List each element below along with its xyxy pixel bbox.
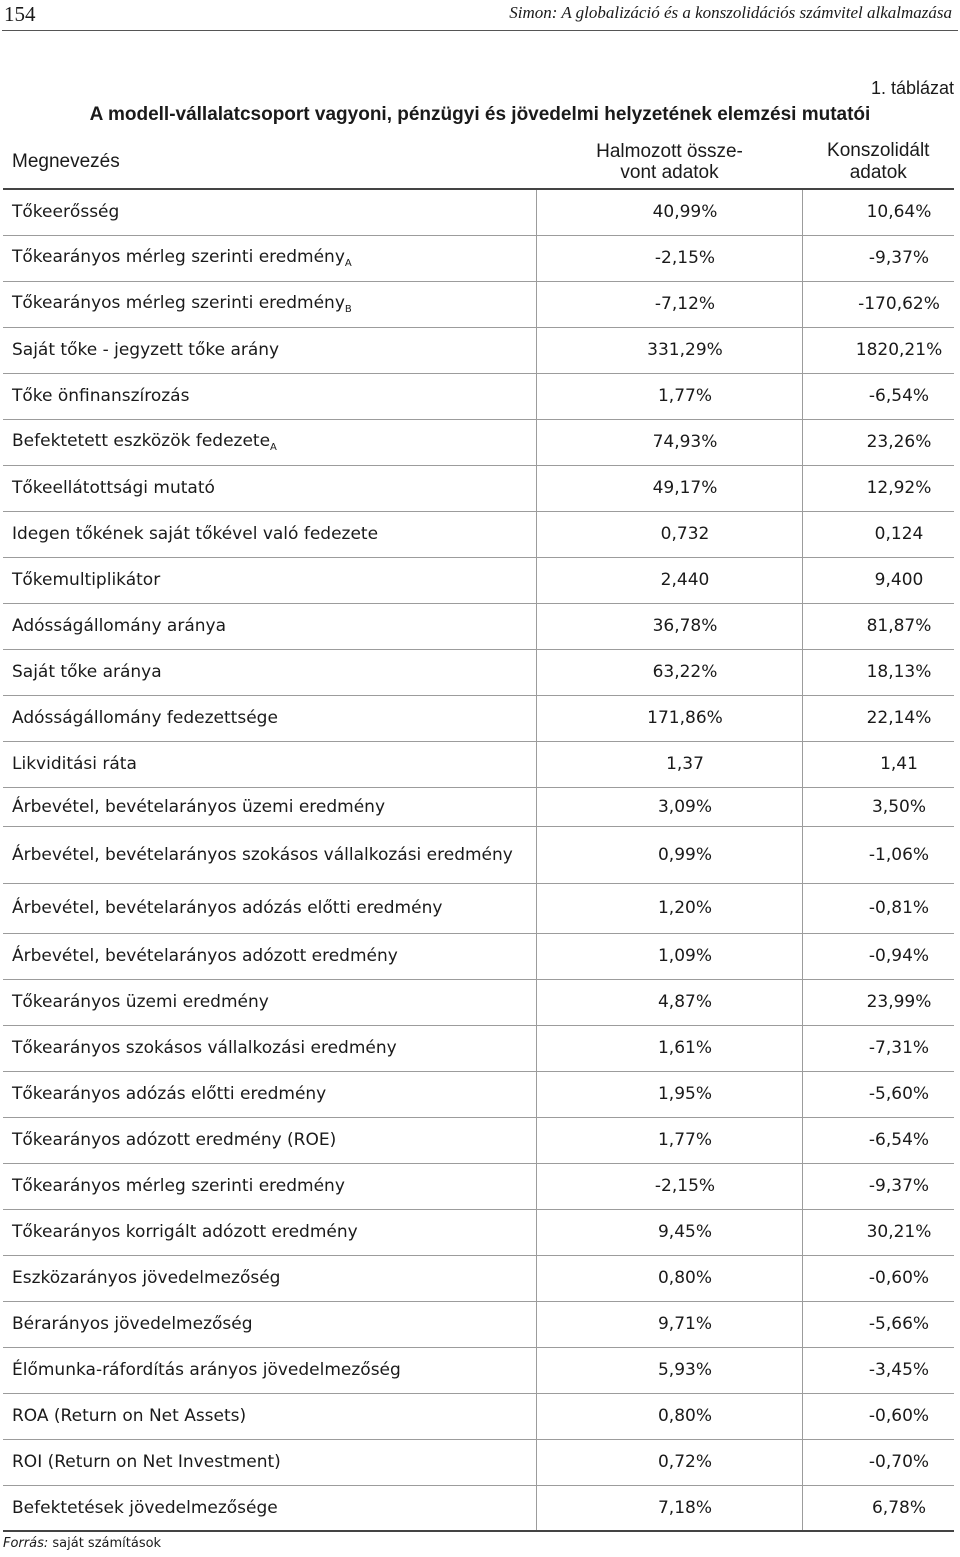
indicators-table [3, 135, 954, 1532]
indicator-name: Idegen tőkének saját tőkével való fedezete [12, 524, 379, 544]
aggregated-value: 74,93% [537, 419, 803, 465]
indicator-name: Árbevétel, bevételarányos adózott eredmény [12, 946, 398, 966]
table-row [3, 603, 954, 649]
table-header-row [3, 135, 954, 189]
table-row [3, 1301, 954, 1347]
consolidated-value: 10,64% [803, 189, 955, 235]
indicator-name-cell [3, 511, 537, 557]
indicator-name-cell [3, 1439, 537, 1485]
indicator-name-cell [3, 787, 537, 826]
aggregated-value: 0,99% [537, 826, 803, 883]
indicator-name: Tőkearányos mérleg szerinti eredmény [12, 1176, 345, 1196]
consolidated-value: 23,26% [803, 419, 955, 465]
aggregated-value: 171,86% [537, 695, 803, 741]
indicator-name: Bérarányos jövedelmezőség [12, 1314, 253, 1334]
aggregated-value: 7,18% [537, 1485, 803, 1531]
indicator-name: Tőkearányos üzemi eredmény [12, 992, 269, 1012]
table-row [3, 1071, 954, 1117]
source-label: Forrás: [3, 1536, 49, 1551]
aggregated-value: 0,72% [537, 1439, 803, 1485]
table-row [3, 1117, 954, 1163]
source-note [3, 1536, 161, 1551]
table-row [3, 327, 954, 373]
indicator-name-cell [3, 979, 537, 1025]
indicator-name-cell [3, 1163, 537, 1209]
aggregated-value: 2,440 [537, 557, 803, 603]
indicator-name-cell [3, 373, 537, 419]
indicator-name: Adósságállomány fedezettsége [12, 708, 278, 728]
indicator-name: Árbevétel, bevételarányos üzemi eredmény [12, 796, 386, 817]
indicator-name-cell [3, 933, 537, 979]
table-row [3, 557, 954, 603]
consolidated-value: -5,60% [803, 1071, 955, 1117]
table-row [3, 189, 954, 235]
indicator-name: Tőke önfinanszírozás [12, 386, 190, 406]
consolidated-value: 3,50% [803, 787, 955, 826]
source-text: saját számítások [48, 1536, 162, 1551]
consolidated-value: -0,60% [803, 1393, 955, 1439]
indicator-name-cell [3, 1393, 537, 1439]
indicator-name-cell [3, 1117, 537, 1163]
indicator-name: Tőkearányos mérleg szerinti eredmény [12, 247, 345, 267]
indicator-name-cell [3, 1071, 537, 1117]
indicator-name: Élőmunka-ráfordítás arányos jövedelmezőség [12, 1360, 401, 1380]
indicator-name-cell [3, 465, 537, 511]
aggregated-value: 1,77% [537, 373, 803, 419]
consolidated-value: -0,60% [803, 1255, 955, 1301]
table-row [3, 787, 954, 826]
consolidated-value: 30,21% [803, 1209, 955, 1255]
indicator-name-cell [3, 1025, 537, 1071]
consolidated-value: 6,78% [803, 1485, 955, 1531]
indicator-name-cell [3, 883, 537, 933]
consolidated-value: -0,81% [803, 883, 955, 933]
aggregated-value: 36,78% [537, 603, 803, 649]
consolidated-value: 0,124 [803, 511, 955, 557]
indicator-name-cell [3, 1301, 537, 1347]
aggregated-value: -2,15% [537, 235, 803, 281]
header-divider [2, 30, 958, 31]
indicator-name-cell [3, 189, 537, 235]
aggregated-value: -7,12% [537, 281, 803, 327]
aggregated-value: 331,29% [537, 327, 803, 373]
table-row [3, 465, 954, 511]
column-header-aggregated-line2: vont adatok [620, 161, 719, 183]
consolidated-value: 23,99% [803, 979, 955, 1025]
indicator-name: ROA (Return on Net Assets) [12, 1406, 247, 1426]
indicator-name: Tőkemultiplikátor [12, 570, 161, 590]
running-title: Simon: A globalizáció és a konszolidációs számvitel alkalmazása [509, 3, 952, 22]
aggregated-value: 0,80% [537, 1255, 803, 1301]
indicator-name: Eszközarányos jövedelmezőség [12, 1268, 281, 1288]
table-row [3, 419, 954, 465]
table-row [3, 826, 954, 883]
table-row [3, 1025, 954, 1071]
indicator-name: Adósságállomány aránya [12, 616, 227, 636]
consolidated-value: -6,54% [803, 1117, 955, 1163]
consolidated-value: 1820,21% [803, 327, 955, 373]
indicator-name: Saját tőke aránya [12, 662, 162, 682]
indicator-name: Befektetett eszközök fedezete [12, 431, 271, 451]
indicator-name: Tőkearányos korrigált adózott eredmény [12, 1222, 358, 1242]
table-row [3, 1255, 954, 1301]
aggregated-value: 9,71% [537, 1301, 803, 1347]
table-row [3, 933, 954, 979]
aggregated-value: -2,15% [537, 1163, 803, 1209]
indicator-name: Árbevétel, bevételarányos adózás előtti eredmény [12, 898, 443, 918]
consolidated-value: -1,06% [803, 826, 955, 883]
table-row [3, 649, 954, 695]
table-row [3, 373, 954, 419]
column-header-consolidated: Konszolidált adatok [803, 135, 955, 189]
aggregated-value: 9,45% [537, 1209, 803, 1255]
indicator-name: Tőkearányos adózás előtti eredmény [12, 1084, 327, 1104]
table-title: A modell-vállalatcsoport vagyoni, pénzügyi és jövedelmi helyzetének elemzési mutatói [89, 104, 871, 125]
aggregated-value: 4,87% [537, 979, 803, 1025]
indicator-name: Likviditási ráta [12, 754, 137, 774]
aggregated-value: 3,09% [537, 787, 803, 826]
indicator-name: Befektetések jövedelmezősége [12, 1497, 278, 1518]
indicator-name: ROI (Return on Net Investment) [12, 1452, 281, 1472]
aggregated-value: 40,99% [537, 189, 803, 235]
table-row [3, 1347, 954, 1393]
indicator-name-cell [3, 419, 537, 465]
indicator-name-cell [3, 1485, 537, 1531]
table-row [3, 883, 954, 933]
aggregated-value: 0,80% [537, 1393, 803, 1439]
indicator-name-cell [3, 741, 537, 787]
table-row [3, 235, 954, 281]
column-header-name: Megnevezés [3, 135, 537, 189]
consolidated-value: 18,13% [803, 649, 955, 695]
consolidated-value: -3,45% [803, 1347, 955, 1393]
aggregated-value: 1,37 [537, 741, 803, 787]
table-body [3, 189, 954, 1531]
indicator-name-cell [3, 649, 537, 695]
aggregated-value: 5,93% [537, 1347, 803, 1393]
consolidated-value: -5,66% [803, 1301, 955, 1347]
aggregated-value: 1,77% [537, 1117, 803, 1163]
table-number: 1. táblázat [870, 78, 954, 98]
indicator-name-cell [3, 327, 537, 373]
consolidated-value: -6,54% [803, 373, 955, 419]
indicator-name-cell [3, 603, 537, 649]
indicator-name: Tőkeellátottsági mutató [12, 478, 215, 498]
indicator-subscript: A [270, 442, 277, 453]
consolidated-value: 22,14% [803, 695, 955, 741]
aggregated-value: 0,732 [537, 511, 803, 557]
table-row [3, 1439, 954, 1485]
aggregated-value: 1,09% [537, 933, 803, 979]
consolidated-value: -0,70% [803, 1439, 955, 1485]
indicator-name-cell [3, 281, 537, 327]
aggregated-value: 1,20% [537, 883, 803, 933]
indicator-name: Saját tőke - jegyzett tőke arány [12, 340, 280, 360]
page-number: 154 [4, 2, 36, 26]
aggregated-value: 1,61% [537, 1025, 803, 1071]
aggregated-value: 1,95% [537, 1071, 803, 1117]
table-row [3, 511, 954, 557]
indicator-name-cell [3, 1347, 537, 1393]
column-header-aggregated [537, 135, 803, 189]
table-row [3, 979, 954, 1025]
table-row [3, 695, 954, 741]
indicator-name: Árbevétel, bevételarányos szokásos vállalkozási eredmény [12, 844, 513, 865]
indicator-name-cell [3, 695, 537, 741]
table-row [3, 281, 954, 327]
indicator-name-cell [3, 557, 537, 603]
indicator-name: Tőkearányos adózott eredmény (ROE) [12, 1130, 337, 1150]
table-row [3, 1393, 954, 1439]
indicator-subscript: B [344, 304, 352, 315]
consolidated-value: 1,41 [803, 741, 955, 787]
consolidated-value: -0,94% [803, 933, 955, 979]
table-row [3, 1209, 954, 1255]
consolidated-value: -9,37% [803, 1163, 955, 1209]
table-row [3, 741, 954, 787]
indicator-name: Tőkearányos mérleg szerinti eredmény [12, 293, 345, 313]
indicator-name-cell [3, 1209, 537, 1255]
consolidated-value: 81,87% [803, 603, 955, 649]
table-row [3, 1163, 954, 1209]
aggregated-value: 63,22% [537, 649, 803, 695]
indicator-name-cell [3, 235, 537, 281]
table-row [3, 1485, 954, 1531]
consolidated-value: 9,400 [803, 557, 955, 603]
indicator-subscript: A [344, 258, 352, 269]
consolidated-value: -170,62% [803, 281, 955, 327]
aggregated-value: 49,17% [537, 465, 803, 511]
indicator-name-cell [3, 826, 537, 883]
column-header-aggregated-line1: Halmozott össze- [596, 140, 743, 162]
consolidated-value: -9,37% [803, 235, 955, 281]
consolidated-value: 12,92% [803, 465, 955, 511]
indicator-name-cell [3, 1255, 537, 1301]
indicator-name: Tőkeerősség [12, 202, 120, 223]
indicator-name: Tőkearányos szokásos vállalkozási eredmény [12, 1038, 397, 1058]
consolidated-value: -7,31% [803, 1025, 955, 1071]
